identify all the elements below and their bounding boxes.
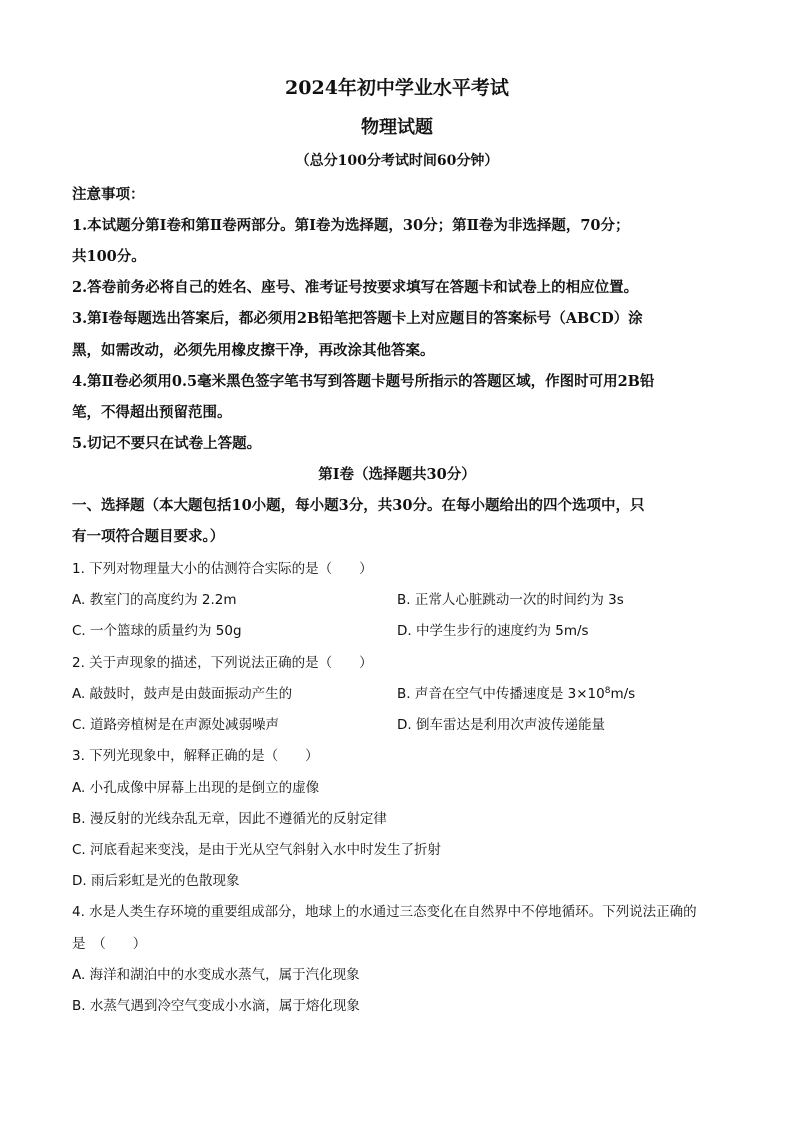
exam-title: 2024年初中学业水平考试 [285, 77, 509, 99]
notice-item-3a: 3.第Ⅰ卷每题选出答案后，都必须用2B铅笔把答题卡上对应题目的答案标号（ABCD）涂 [72, 310, 643, 327]
question-2-option-b-text: B. 声音在空气中传播速度是 3×10 [397, 686, 605, 702]
question-3-stem: 3. 下列光现象中，解释正确的是（ ） [72, 748, 319, 764]
question-2-option-a: A. 敲鼓时，鼓声是由鼓面振动产生的 [72, 686, 293, 702]
question-4-stem-b: 是 （ ） [72, 936, 147, 952]
section-title: 第Ⅰ卷（选择题共30分） [318, 466, 476, 483]
question-3-option-a: A. 小孔成像中屏幕上出现的是倒立的虚像 [72, 780, 320, 796]
exam-info: （总分100分考试时间60分钟） [295, 153, 499, 169]
notice-item-2: 2.答卷前务必将自己的姓名、座号、准考证号按要求填写在答题卡和试卷上的相应位置。 [72, 279, 639, 296]
notice-heading: 注意事项： [72, 186, 145, 203]
question-2-option-b-exponent: 8 [604, 686, 611, 696]
notice-item-1b: 共100分。 [72, 248, 146, 265]
question-2-option-b [397, 682, 635, 702]
notice-item-5: 5.切记不要只在试卷上答题。 [72, 435, 262, 452]
question-1-option-c: C. 一个篮球的质量约为 50g [72, 623, 242, 639]
question-1-option-d: D. 中学生步行的速度约为 5m/s [397, 623, 589, 639]
question-3-option-b: B. 漫反射的光线杂乱无章，因此不遵循光的反射定律 [72, 811, 387, 827]
question-4-option-b: B. 水蒸气遇到冷空气变成小水滴，属于熔化现象 [72, 998, 360, 1014]
notice-item-3b: 黑，如需改动，必须先用橡皮擦干净，再改涂其他答案。 [72, 342, 435, 359]
notice-item-1a: 1.本试题分第Ⅰ卷和第Ⅱ卷两部分。第Ⅰ卷为选择题，30分；第Ⅱ卷为非选择题，70分； [72, 217, 630, 234]
question-2-option-d: D. 倒车雷达是利用次声波传递能量 [397, 717, 605, 733]
question-3-option-c: C. 河底看起来变浅，是由于光从空气斜射入水中时发生了折射 [72, 842, 442, 858]
question-2-stem: 2. 关于声现象的描述，下列说法正确的是（ ） [72, 655, 373, 671]
notice-item-4a: 4.第Ⅱ卷必须用0.5毫米黑色签字笔书写到答题卡题号所指示的答题区域，作图时可用2B铅 [72, 373, 655, 390]
section-intro-b: 有一项符合题目要求。） [72, 528, 225, 545]
question-3-option-d: D. 雨后彩虹是光的色散现象 [72, 873, 240, 889]
subject-title: 物理试题 [361, 117, 433, 138]
question-4-stem-a: 4. 水是人类生存环境的重要组成部分，地球上的水通过三态变化在自然界中不停地循环。下列说法正确的 [72, 904, 697, 920]
question-1-option-b: B. 正常人心脏跳动一次的时间约为 3s [397, 592, 624, 608]
question-1-option-a: A. 教室门的高度约为 2.2m [72, 592, 237, 608]
question-2-option-c: C. 道路旁植树是在声源处减弱噪声 [72, 717, 280, 733]
question-2-option-b-unit: m/s [610, 686, 636, 702]
section-intro-a: 一、选择题（本大题包括10小题，每小题3分，共30分。在每小题给出的四个选项中，只 [72, 497, 645, 514]
notice-item-4b: 笔，不得超出预留范围。 [72, 404, 232, 421]
question-4-option-a: A. 海洋和湖泊中的水变成水蒸气，属于汽化现象 [72, 967, 360, 983]
question-1-stem: 1. 下列对物理量大小的估测符合实际的是（ ） [72, 561, 373, 577]
